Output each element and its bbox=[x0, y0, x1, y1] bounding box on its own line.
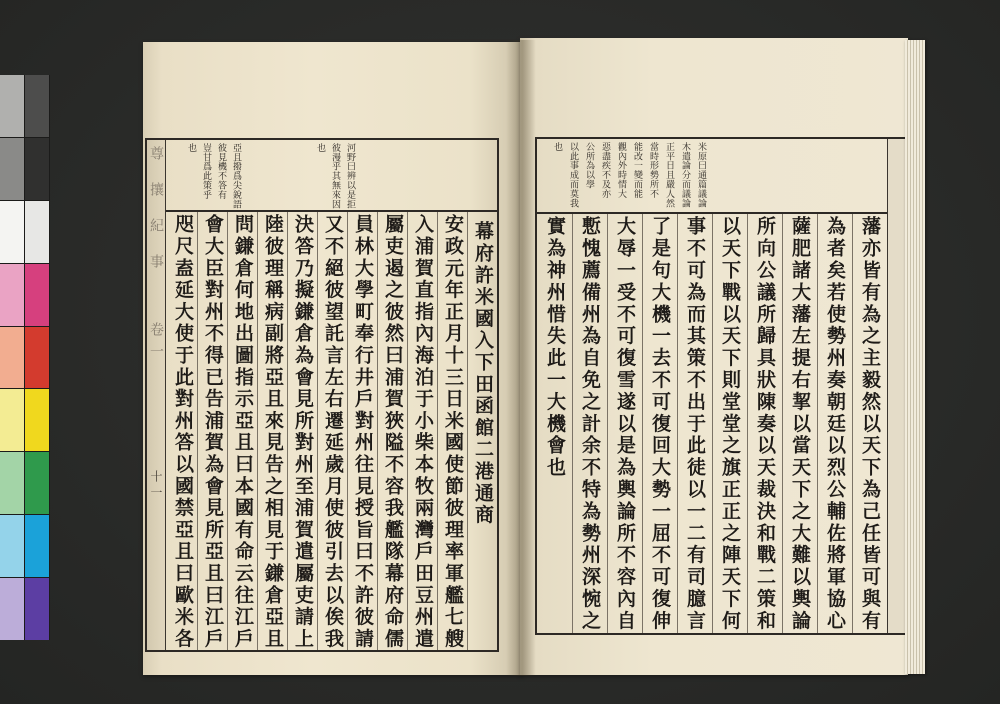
left-page-frame bbox=[145, 138, 499, 652]
shade-color-patch bbox=[25, 515, 49, 577]
text-column: 了是句大機一去不可復回大勢一屈不可復伸 bbox=[642, 214, 677, 633]
left-page-content bbox=[166, 140, 497, 650]
text-column: 屬吏遏之彼然曰浦賀狹隘不容我艦隊幕府命儒 bbox=[377, 212, 407, 650]
text-column: 咫尺盍延大使于此對州答以國禁亞且曰歐米各 bbox=[172, 214, 194, 650]
head-note bbox=[183, 143, 243, 209]
head-note-line: 觀內外時情大 bbox=[616, 142, 626, 199]
text-column: 會大臣對州不得已告浦賀為會見所亞且曰江戶 bbox=[197, 212, 227, 650]
right-page-frame bbox=[535, 137, 907, 635]
tint-color-patch bbox=[0, 201, 24, 263]
head-note-line: 河野曰辨以是拒 bbox=[345, 143, 355, 209]
left-head-notes-area bbox=[166, 140, 497, 212]
tint-color-patch bbox=[0, 264, 24, 326]
tint-color-patch bbox=[0, 389, 24, 451]
color-calibration-target bbox=[0, 75, 50, 640]
text-column: 問鎌倉何地出圖指示亞且曰本國有命云往江戶 bbox=[227, 212, 257, 650]
head-note-line: 彼漫乎其無來因 bbox=[330, 143, 340, 209]
head-note-line: 公所為以學 bbox=[584, 142, 594, 189]
text-column: 事不可為而其策不出于此徒以一二有司臆言 bbox=[677, 214, 712, 633]
shade-color-patch bbox=[25, 264, 49, 326]
head-note-line: 也 bbox=[552, 142, 562, 152]
head-note bbox=[549, 142, 709, 208]
tint-color-patch bbox=[0, 452, 24, 514]
text-column: 所向公議所歸具狀陳奏以天裁決和戰二策和 bbox=[747, 214, 782, 633]
shade-color-patch bbox=[25, 327, 49, 389]
head-note-line: 以此事成而莫我 bbox=[568, 142, 578, 208]
text-column: 大辱一受不可復雪遂以是為輿論所不容內自 bbox=[607, 214, 642, 633]
head-note-line: 也 bbox=[186, 143, 196, 153]
text-column: 入浦賀直指內海泊于小柴本牧兩灣戶田豆州遣 bbox=[407, 212, 437, 650]
head-note-line: 亞且撥爲尖銳語 bbox=[231, 143, 241, 209]
text-column: 安政元年正月十三日米國使節彼理率軍艦七艘 bbox=[437, 212, 467, 650]
left-page-center-column bbox=[147, 140, 166, 650]
text-column: 又不絕彼望託言左右遷延歲月使彼引去以俟我 bbox=[317, 212, 347, 650]
right-text-columns bbox=[537, 214, 887, 633]
head-note-line: 正平日且嚴人然 bbox=[664, 142, 674, 208]
page-number: 十一 bbox=[149, 470, 163, 502]
text-column: 藩亦皆有為之主毅然以天下為己任皆可與有 bbox=[852, 214, 887, 633]
text-column: 員林大學町奉行井戶對州往見授旨曰不許彼請 bbox=[347, 212, 377, 650]
text-column: 決答乃擬鎌倉為會見所對州至浦賀遣屬吏請上 bbox=[287, 212, 317, 650]
tint-color-patch bbox=[0, 515, 24, 577]
tint-color-patch bbox=[0, 578, 24, 640]
right-head-notes-area bbox=[537, 139, 887, 214]
shade-color-patch bbox=[25, 75, 49, 137]
page-edge-stack bbox=[905, 40, 925, 674]
head-note bbox=[312, 143, 357, 209]
right-page bbox=[520, 38, 908, 675]
head-note-line: 惡盡疾不及亦 bbox=[600, 142, 610, 199]
text-column: 慙愧薦備州為自免之計余不特為勢州深惋之 bbox=[572, 214, 607, 633]
shade-color-patch bbox=[25, 389, 49, 451]
head-note-line: 木遣論分而議論 bbox=[680, 142, 690, 208]
head-note-line: 能改一變而能 bbox=[632, 142, 642, 199]
shade-color-patch bbox=[25, 138, 49, 200]
shade-color-patch bbox=[25, 452, 49, 514]
text-column: 陸彼理稱病副將亞且來見告之相見于鎌倉亞且 bbox=[257, 212, 287, 650]
head-note-line: 米原曰通篇議論 bbox=[696, 142, 706, 208]
book-title: 尊攘紀事 bbox=[148, 146, 164, 290]
text-column: 為者矣若使勢州奏朝廷以烈公輔佐將軍協心 bbox=[817, 214, 852, 633]
tint-color-patch bbox=[0, 138, 24, 200]
left-page bbox=[143, 42, 523, 675]
head-note-line: 也 bbox=[315, 143, 325, 153]
tint-color-patch bbox=[0, 327, 24, 389]
text-column: 以天下戰以天下則堂堂之旗正正之陣天下何 bbox=[712, 214, 747, 633]
right-page-content bbox=[537, 139, 887, 633]
text-column: 薩肥諸大藩左提右挈以當天下之大難以輿論 bbox=[782, 214, 817, 633]
right-page-center-column bbox=[887, 139, 905, 633]
tint-color-patch bbox=[0, 75, 24, 137]
head-note-line: 當時形勢所不 bbox=[648, 142, 658, 199]
text-column: 實為神州惜失此一大機會也 bbox=[544, 216, 566, 479]
left-text-columns bbox=[166, 212, 497, 650]
head-note-line: 彼見機不答有 bbox=[216, 143, 226, 200]
shade-color-patch bbox=[25, 201, 49, 263]
head-note-line: 豈甘爲此策乎 bbox=[201, 143, 211, 200]
volume-label: 卷一 bbox=[148, 322, 164, 366]
shade-color-patch bbox=[25, 578, 49, 640]
section-heading: 幕府許米國入下田函館二港通商 bbox=[467, 212, 497, 650]
